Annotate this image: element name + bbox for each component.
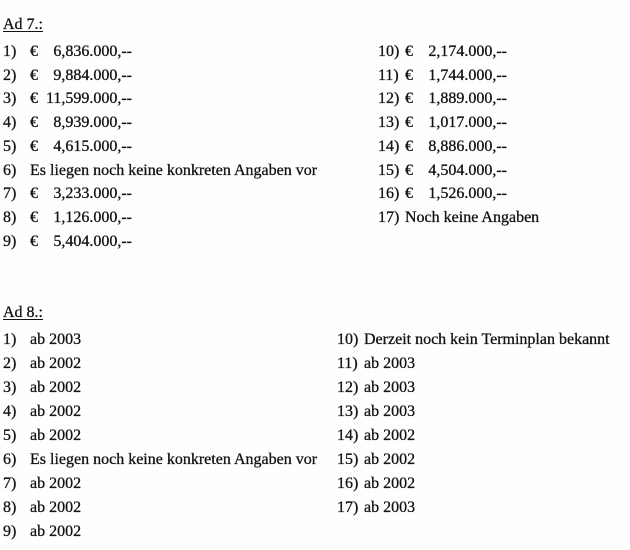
- list-item: [378, 64, 539, 88]
- list-item: [378, 206, 539, 230]
- item-text: Noch keine Angaben: [405, 208, 540, 226]
- euro-currency-symbol: €: [30, 137, 38, 155]
- amount-value: 9,884.000,--: [53, 66, 132, 84]
- item-text: ab 2002: [30, 379, 82, 396]
- list-item: [378, 40, 539, 64]
- item-number: 8): [3, 208, 17, 226]
- item-number: 12): [378, 90, 400, 108]
- list-item: [378, 182, 539, 206]
- item-number: 1): [3, 331, 17, 348]
- list-item: [3, 64, 317, 88]
- item-number: 15): [378, 161, 400, 179]
- section-heading: Ad 7.:: [3, 16, 43, 33]
- item-text: ab 2003: [364, 379, 416, 396]
- amount-value: 8,939.000,--: [53, 114, 132, 132]
- list-item: [3, 448, 317, 472]
- amount-value: 4,504.000,--: [428, 161, 507, 179]
- euro-currency-symbol: €: [30, 185, 38, 203]
- item-number: 6): [3, 161, 17, 179]
- item-text: ab 2002: [364, 475, 416, 492]
- amount-value: 8,886.000,--: [428, 137, 507, 155]
- euro-currency-symbol: €: [30, 232, 38, 250]
- item-text: Es liegen noch keine konkreten Angaben vor: [30, 451, 318, 468]
- item-number: 4): [3, 403, 17, 420]
- item-text: ab 2002: [30, 403, 82, 420]
- list-item: [3, 376, 317, 400]
- euro-currency-symbol: €: [405, 161, 413, 179]
- list-item: [337, 400, 610, 424]
- list-item: [3, 328, 317, 352]
- euro-currency-symbol: €: [30, 66, 38, 84]
- euro-currency-symbol: €: [405, 185, 413, 203]
- list-item: [378, 159, 539, 183]
- item-number: 16): [337, 475, 359, 492]
- list-item: [3, 159, 317, 183]
- list-item: [3, 400, 317, 424]
- item-number: 16): [378, 185, 400, 203]
- left-column: [3, 40, 317, 253]
- section-heading: Ad 8.:: [3, 304, 43, 321]
- euro-currency-symbol: €: [405, 137, 413, 155]
- list-item: [337, 376, 610, 400]
- amount-value: 5,404.000,--: [53, 232, 132, 250]
- amount-value: 3,233.000,--: [53, 185, 132, 203]
- list-item: [3, 424, 317, 448]
- item-number: 13): [337, 403, 359, 420]
- amount-value: 6,836.000,--: [53, 43, 132, 60]
- item-number: 7): [3, 185, 17, 203]
- item-text: ab 2003: [364, 403, 416, 420]
- item-number: 5): [3, 427, 17, 444]
- amount-value: 1,017.000,--: [428, 114, 507, 132]
- left-column: [3, 328, 317, 544]
- euro-currency-symbol: €: [30, 90, 38, 108]
- list-item: [3, 182, 317, 206]
- item-number: 3): [3, 379, 17, 396]
- item-number: 9): [3, 232, 17, 250]
- amount-value: 1,126.000,--: [53, 208, 132, 226]
- item-number: 10): [378, 43, 400, 60]
- item-number: 12): [337, 379, 359, 396]
- item-number: 11): [337, 355, 358, 372]
- item-text: Es liegen noch keine konkreten Angaben vor: [30, 161, 318, 179]
- item-text: Derzeit noch kein Terminplan bekannt: [364, 331, 610, 348]
- euro-currency-symbol: €: [30, 43, 38, 60]
- euro-currency-symbol: €: [30, 208, 38, 226]
- list-item: [3, 206, 317, 230]
- list-item: [337, 448, 610, 472]
- item-text: ab 2002: [30, 499, 82, 516]
- item-number: 9): [3, 523, 17, 540]
- item-text: ab 2002: [364, 427, 416, 444]
- list-item: [378, 111, 539, 135]
- item-number: 5): [3, 137, 17, 155]
- list-item: [337, 472, 610, 496]
- item-text: ab 2002: [30, 523, 82, 540]
- list-item: [3, 520, 317, 544]
- euro-currency-symbol: €: [405, 90, 413, 108]
- list-item: [337, 496, 610, 520]
- amount-value: 11,599.000,--: [45, 90, 132, 108]
- item-number: 17): [378, 208, 400, 226]
- list-item: [337, 424, 610, 448]
- amount-value: 1,889.000,--: [428, 90, 507, 108]
- euro-currency-symbol: €: [405, 114, 413, 132]
- item-number: 4): [3, 114, 17, 132]
- amount-value: 4,615.000,--: [53, 137, 132, 155]
- list-item: [3, 135, 317, 159]
- item-text: ab 2003: [364, 499, 416, 516]
- list-item: [378, 87, 539, 111]
- euro-currency-symbol: €: [405, 43, 413, 60]
- list-item: [3, 40, 317, 64]
- item-number: 2): [3, 355, 17, 372]
- item-text: ab 2002: [30, 475, 82, 492]
- item-number: 10): [337, 331, 359, 348]
- list-item: [3, 111, 317, 135]
- list-item: [3, 472, 317, 496]
- item-number: 13): [378, 114, 400, 132]
- item-text: ab 2002: [364, 451, 416, 468]
- euro-currency-symbol: €: [30, 114, 38, 132]
- item-number: 3): [3, 90, 17, 108]
- list-item: [3, 230, 317, 254]
- euro-currency-symbol: €: [405, 66, 413, 84]
- item-number: 8): [3, 499, 17, 516]
- amount-value: 1,744.000,--: [428, 66, 507, 84]
- item-number: 6): [3, 451, 17, 468]
- amount-value: 2,174.000,--: [428, 43, 507, 60]
- list-item: [378, 135, 539, 159]
- item-number: 14): [378, 137, 400, 155]
- item-text: ab 2002: [30, 355, 82, 372]
- item-number: 11): [378, 66, 399, 84]
- right-column: [337, 328, 610, 520]
- list-item: [337, 328, 610, 352]
- item-text: ab 2002: [30, 427, 82, 444]
- list-item: [3, 87, 317, 111]
- right-column: [378, 40, 539, 230]
- item-text: ab 2003: [30, 331, 82, 348]
- list-item: [3, 496, 317, 520]
- item-number: 14): [337, 427, 359, 444]
- list-item: [337, 352, 610, 376]
- item-number: 1): [3, 43, 17, 60]
- item-text: ab 2003: [364, 355, 416, 372]
- list-item: [3, 352, 317, 376]
- item-number: 7): [3, 475, 17, 492]
- item-number: 2): [3, 66, 17, 84]
- amount-value: 1,526.000,--: [428, 185, 507, 203]
- item-number: 17): [337, 499, 359, 516]
- item-number: 15): [337, 451, 359, 468]
